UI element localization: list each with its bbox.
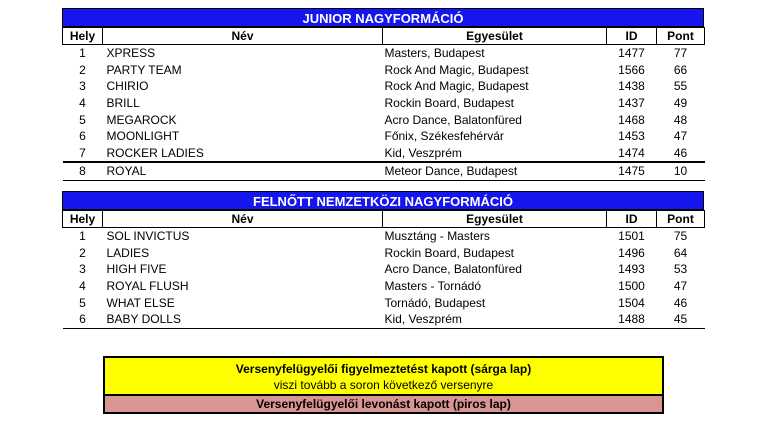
club-cell: Acro Dance, Balatonfüred (384, 112, 522, 127)
club-cell: Kid, Veszprém (384, 145, 462, 160)
rank-cell: 3 (79, 262, 86, 277)
id-cell: 1501 (618, 229, 645, 244)
points-cell: 46 (673, 145, 688, 160)
points-cell: 64 (673, 245, 688, 260)
table-row (63, 45, 705, 62)
club-cell: Tornádó, Budapest (384, 295, 486, 310)
table-row (63, 162, 705, 180)
points-cell: 48 (673, 112, 688, 127)
club-cell: Acro Dance, Balatonfüred (384, 262, 522, 277)
yellow-card-legend (103, 356, 664, 396)
column-header-egyesulet: Egyesület (383, 28, 607, 45)
team-name-cell: SOL INVICTUS (106, 229, 190, 244)
id-cell: 1493 (618, 262, 645, 277)
team-name-cell: XPRESS (106, 46, 156, 61)
team-name-cell: BRILL (106, 96, 140, 111)
rank-cell: 2 (79, 62, 86, 77)
club-cell: Rock And Magic, Budapest (384, 62, 529, 77)
column-header-pont: Pont (657, 28, 705, 45)
club-cell: Rockin Board, Budapest (384, 96, 514, 111)
table-row (63, 311, 705, 328)
points-cell: 55 (673, 79, 688, 94)
id-cell: 1438 (618, 79, 645, 94)
club-cell: Meteor Dance, Budapest (383, 162, 607, 180)
column-header-nev: Név (103, 211, 383, 228)
club-cell: Rockin Board, Budapest (384, 245, 514, 260)
points-cell: 47 (673, 279, 688, 294)
team-name-cell: MEGAROCK (106, 112, 177, 127)
club-cell: Musztáng - Masters (384, 229, 490, 244)
points-cell: 66 (673, 62, 688, 77)
penalty-legend (103, 356, 664, 414)
rank-cell: 7 (79, 145, 86, 160)
rank-cell: 1 (79, 229, 86, 244)
rank-cell: 3 (79, 79, 86, 94)
column-header-hely: Hely (63, 28, 103, 45)
rank-cell: 6 (79, 129, 86, 144)
junior-table (62, 27, 705, 181)
rank-cell: 4 (79, 279, 86, 294)
column-header-id: ID (607, 28, 657, 45)
points-cell: 10 (657, 162, 705, 180)
table-row (63, 145, 705, 163)
id-cell: 1468 (618, 112, 645, 127)
club-cell: Főnix, Székesfehérvár (384, 129, 504, 144)
id-cell: 1488 (607, 311, 657, 328)
team-name-cell: ROYAL FLUSH (106, 279, 189, 294)
club-cell: Masters - Tornádó (384, 279, 481, 294)
table-row (63, 111, 705, 128)
id-cell: 1477 (618, 46, 645, 61)
yellow-card-title: Versenyfelügyelői figyelmeztetést kapott (sárga lap) (235, 362, 532, 376)
table-row (63, 95, 705, 112)
id-cell: 1475 (607, 162, 657, 180)
team-name-cell: MOONLIGHT (106, 129, 180, 144)
team-name-cell: ROCKER LADIES (106, 145, 204, 160)
table-row (63, 245, 705, 262)
yellow-card-note: viszi tovább a soron következő versenyre (273, 378, 494, 392)
id-cell: 1566 (618, 62, 645, 77)
rank-cell: 8 (63, 162, 103, 180)
column-header-pont: Pont (657, 211, 705, 228)
points-cell: 77 (673, 46, 688, 61)
adult-section (62, 191, 704, 329)
id-cell: 1504 (618, 295, 645, 310)
points-cell: 45 (657, 311, 705, 328)
club-cell: Kid, Veszprém (383, 311, 607, 328)
column-header-nev: Név (103, 28, 383, 45)
club-cell: Masters, Budapest (384, 46, 485, 61)
team-name-cell: BABY DOLLS (103, 311, 383, 328)
adult-title: FELNŐTT NEMZETKÖZI NAGYFORMÁCIÓ (62, 191, 704, 210)
rank-cell: 6 (63, 311, 103, 328)
table-row (63, 278, 705, 295)
points-cell: 49 (673, 96, 688, 111)
rank-cell: 5 (79, 112, 86, 127)
club-cell: Rock And Magic, Budapest (384, 79, 529, 94)
points-cell: 53 (673, 262, 688, 277)
team-name-cell: LADIES (106, 245, 150, 260)
id-cell: 1496 (618, 245, 645, 260)
points-cell: 75 (673, 229, 688, 244)
team-name-cell: HIGH FIVE (106, 262, 167, 277)
column-header-egyesulet: Egyesület (383, 211, 607, 228)
team-name-cell: WHAT ELSE (106, 295, 175, 310)
id-cell: 1474 (618, 145, 645, 160)
column-header-id: ID (607, 211, 657, 228)
junior-header-row (63, 28, 705, 45)
rank-cell: 2 (79, 245, 86, 260)
team-name-cell: PARTY TEAM (106, 62, 182, 77)
table-row (63, 78, 705, 95)
id-cell: 1500 (618, 279, 645, 294)
rank-cell: 4 (79, 96, 86, 111)
team-name-cell: ROYAL (103, 162, 383, 180)
column-header-hely: Hely (63, 211, 103, 228)
junior-section (62, 8, 704, 181)
table-row (63, 228, 705, 245)
rank-cell: 5 (79, 295, 86, 310)
rank-cell: 1 (79, 46, 86, 61)
id-cell: 1453 (618, 129, 645, 144)
table-row (63, 128, 705, 145)
points-cell: 47 (673, 129, 688, 144)
red-card-legend: Versenyfelügyelői levonást kapott (piros lap) (103, 396, 664, 414)
table-row (63, 294, 705, 311)
table-row (63, 261, 705, 278)
adult-table (62, 210, 705, 329)
id-cell: 1437 (618, 96, 645, 111)
team-name-cell: CHIRIO (106, 79, 149, 94)
table-row (63, 62, 705, 79)
junior-title: JUNIOR NAGYFORMÁCIÓ (62, 8, 704, 27)
adult-header-row (63, 211, 705, 228)
points-cell: 46 (673, 295, 688, 310)
